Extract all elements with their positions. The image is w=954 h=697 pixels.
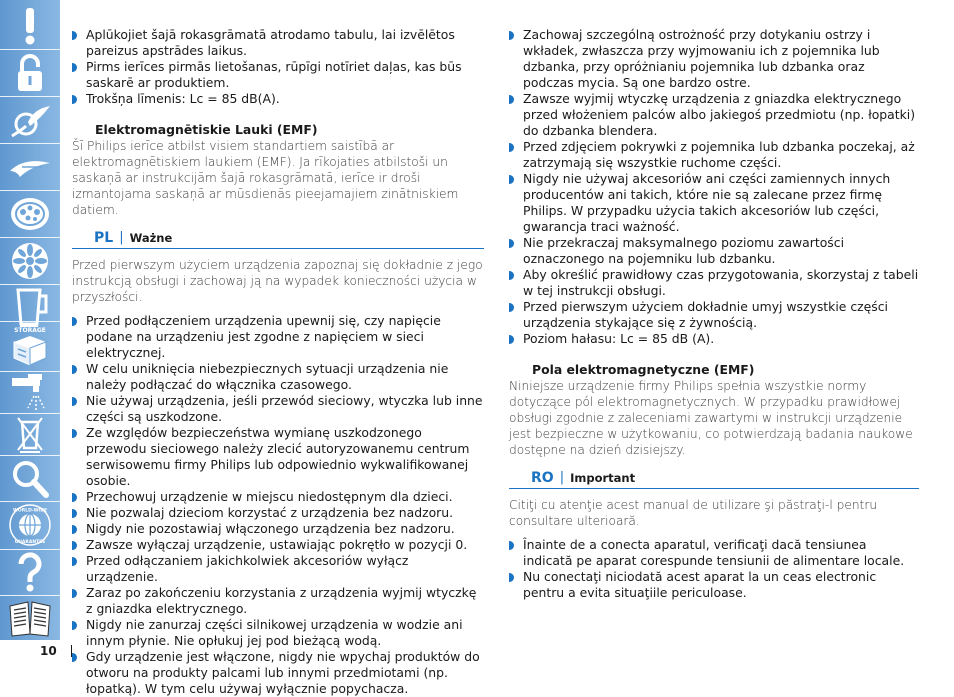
bullet-icon bbox=[509, 271, 514, 280]
section-title: Ważne bbox=[129, 231, 173, 245]
bullet-icon bbox=[72, 525, 77, 534]
svg-text:GUARANTEE: GUARANTEE bbox=[14, 540, 46, 545]
section-heading-ro bbox=[509, 467, 919, 489]
bullet-icon bbox=[72, 63, 77, 72]
emf-heading: Elektromagnētiskie Lauki (EMF) bbox=[95, 122, 318, 137]
list-item: Nie pozwalaj dzieciom korzystać z urządzenia bez nadzoru. bbox=[72, 505, 484, 521]
slicing-disc-icon[interactable] bbox=[0, 239, 60, 283]
bullet-icon bbox=[72, 493, 77, 502]
list-item: Înainte de a conecta aparatul, verificaţi dacă tensiunea indicată pe aparat corespunde tensiunii de alimentare locale. bbox=[509, 537, 919, 569]
question-mark-icon[interactable] bbox=[0, 550, 60, 594]
list-item: Nigdy nie zanurzaj części silnikowej urządzenia w wodzie ani innym płynie. Nie opłukuj jej pod bieżącą wodą. bbox=[72, 617, 484, 649]
list-item: Nigdy nie używaj akcesoriów ani części zamiennych innych producentów ani takich, które nie są zalecane przez firmę Philips. W przypadku użycia takich akcesoriów lub części, gwarancja traci ważność. bbox=[509, 171, 919, 235]
recycle-bin-icon[interactable] bbox=[0, 414, 60, 454]
bullet-icon bbox=[72, 621, 77, 630]
emf-paragraph: Šī Philips ierīce atbilst visiem standartiem saistībā ar elektromagnētiskiem laukiem (EMF). Ja rīkojaties atbilstoši un saskaņā ar instrukcijām šajā rokasgrāmatā, ierīce ir droši izmantojama saskaņā ar mūsdienās pieejamajiem zinātniskiem datiem. bbox=[72, 139, 459, 217]
list-item: Ze względów bezpieczeństwa wymianę uszkodzonego przewodu sieciowego należy zlecić autoryzowanemu centrum serwisowemu firmy Philips lub odpowiednio wykwalifikowanej osobie. bbox=[72, 425, 484, 489]
list-item: Zachowaj szczególną ostrożność przy dotykaniu ostrzy i wkładek, zwłaszcza przy wyjmowaniu ich z pojemnika lub dzbanka, przy opróżnianiu pojemnika lub dzbanka oraz podczas mycia. Są one bardzo ostre. bbox=[509, 27, 919, 91]
bullet-icon bbox=[72, 95, 77, 104]
bullet-icon bbox=[72, 557, 77, 566]
list-item: Przed zdjęciem pokrywki z pojemnika lub dzbanka poczekaj, aż zatrzymają się wszystkie ruchome części. bbox=[509, 139, 919, 171]
language-code: RO bbox=[531, 470, 554, 486]
intro-paragraph: Przed pierwszym użyciem urządzenia zapoznaj się dokładnie z jego instrukcją obsługi i zachowaj ją na wypadek konieczności użycia w przyszłości. bbox=[72, 258, 483, 304]
bullet-icon bbox=[509, 335, 514, 344]
bullet-icon bbox=[509, 31, 514, 40]
list-item: Nu conectaţi niciodată acest aparat la un ceas electronic pentru a evita situaţiile periculoase. bbox=[509, 569, 919, 601]
left-column bbox=[72, 27, 484, 697]
tap-water-icon[interactable] bbox=[0, 372, 60, 412]
intro-paragraph: Citiţi cu atenţie acest manual de utilizare şi păstraţi-l pentru consultare ulterioară. bbox=[509, 498, 878, 528]
list-item: Nigdy nie pozostawiaj włączonego urządzenia bez nadzoru. bbox=[72, 521, 484, 537]
bullet-icon bbox=[72, 317, 77, 326]
heading-separator: | bbox=[119, 230, 124, 245]
list-item: Przed podłączeniem urządzenia upewnij się, czy napięcie podane na urządzeniu jest zgodne z napięciem w sieci elektrycznej. bbox=[72, 313, 484, 361]
list-item: Zawsze wyjmij wtyczkę urządzenia z gniazdka elektrycznego przed włożeniem palców albo jakiegoś przedmiotu (np. łopatki) do dzbanka blendera. bbox=[509, 91, 919, 139]
list-item: Gdy urządzenie jest włączone, nigdy nie wpychaj produktów do otworu na produkty palcami lub innymi przedmiotami (np. łopatką). W tym celu używaj wyłącznie popychacza. bbox=[72, 649, 484, 697]
pl-list bbox=[72, 313, 484, 697]
list-item: Nie przekraczaj maksymalnego poziomu zawartości oznaczonego na pojemniku lub dzbanku. bbox=[509, 235, 919, 267]
list-item: Zawsze wyłączaj urządzenie, ustawiając pokrętło w pozycji 0. bbox=[72, 537, 484, 553]
list-item: W celu uniknięcia niebezpiecznych sytuacji urządzenia nie należy podłączać do włącznika czasowego. bbox=[72, 361, 484, 393]
list-item: Przed odłączaniem jakichkolwiek akcesoriów wyłącz urządzenie. bbox=[72, 553, 484, 585]
list-item: Pirms ierīces pirmās lietošanas, rūpīgi notīriet daļas, kas būs saskarē ar produktiem. bbox=[72, 59, 484, 91]
bullet-icon bbox=[509, 175, 514, 184]
svg-text:WORLD-WIDE: WORLD-WIDE bbox=[12, 508, 48, 514]
language-code: PL bbox=[94, 230, 114, 246]
bullet-icon bbox=[72, 653, 77, 662]
bullet-icon bbox=[72, 589, 77, 598]
bullet-icon bbox=[509, 239, 514, 248]
lock-icon[interactable] bbox=[0, 51, 60, 95]
lv-list bbox=[72, 27, 484, 107]
storage-box-icon[interactable] bbox=[0, 322, 60, 370]
list-item: Trokšņa līmenis: Lc = 85 dB(A). bbox=[72, 91, 484, 107]
list-item: Nie używaj urządzenia, jeśli przewód sieciowy, wtyczka lub inne części są uszkodzone. bbox=[72, 393, 484, 425]
section-title: Important bbox=[570, 471, 636, 485]
bullet-icon bbox=[72, 365, 77, 374]
list-item: Aplūkojiet šajā rokasgrāmatā atrodamo tabulu, lai izvēlētos pareizus apstrādes laikus. bbox=[72, 27, 484, 59]
blade-disc-icon[interactable] bbox=[0, 98, 60, 142]
ro-list bbox=[509, 537, 919, 601]
list-item: Zaraz po zakończeniu korzystania z urządzenia wyjmij wtyczkę z gniazdka elektrycznego. bbox=[72, 585, 484, 617]
section-heading-pl bbox=[72, 227, 484, 249]
bullet-icon bbox=[72, 541, 77, 550]
right-column bbox=[509, 27, 919, 601]
bullet-icon bbox=[509, 143, 514, 152]
emf-paragraph: Niniejsze urządzenie firmy Philips spełnia wszystkie normy dotyczące pól elektromagnetycznych. W przypadku prawidłowej obsługi zgodnie z zaleceniami zawartymi w instrukcji urządzenie jest bezpieczne w użytkowaniu, co potwierdzają badania naukowe dostępne na dzień dzisiejszy. bbox=[509, 379, 913, 457]
list-item: Aby określić prawidłowy czas przygotowania, skorzystaj z tabeli w tej instrukcji obsługi. bbox=[509, 267, 919, 299]
bullet-icon bbox=[72, 397, 77, 406]
bullet-icon bbox=[72, 509, 77, 518]
bullet-icon bbox=[509, 95, 514, 104]
magnifier-icon[interactable] bbox=[0, 456, 60, 500]
emf-heading: Pola elektromagnetyczne (EMF) bbox=[532, 362, 755, 377]
bullet-icon bbox=[72, 429, 77, 438]
bullet-icon bbox=[509, 573, 514, 582]
world-guarantee-icon[interactable] bbox=[0, 502, 60, 548]
list-item: Przed pierwszym użyciem dokładnie umyj wszystkie części urządzenia stykające się z żywnością. bbox=[509, 299, 919, 331]
heading-separator: | bbox=[559, 470, 565, 485]
knife-blade-icon[interactable] bbox=[0, 145, 60, 189]
page-number: 10 bbox=[40, 644, 57, 658]
bullet-icon bbox=[509, 303, 514, 312]
svg-text:STORAGE: STORAGE bbox=[14, 327, 46, 334]
recipe-book-icon[interactable] bbox=[0, 596, 60, 640]
sidebar-navigation bbox=[0, 0, 60, 640]
warning-exclamation-icon[interactable] bbox=[0, 4, 60, 48]
bullet-icon bbox=[72, 31, 77, 40]
emulsifying-disc-icon[interactable] bbox=[0, 192, 60, 236]
bullet-icon bbox=[509, 541, 514, 550]
list-item: Przechowuj urządzenie w miejscu niedostępnym dla dzieci. bbox=[72, 489, 484, 505]
pl-list-continued bbox=[509, 27, 919, 347]
list-item: Poziom hałasu: Lc = 85 dB (A). bbox=[509, 331, 919, 347]
